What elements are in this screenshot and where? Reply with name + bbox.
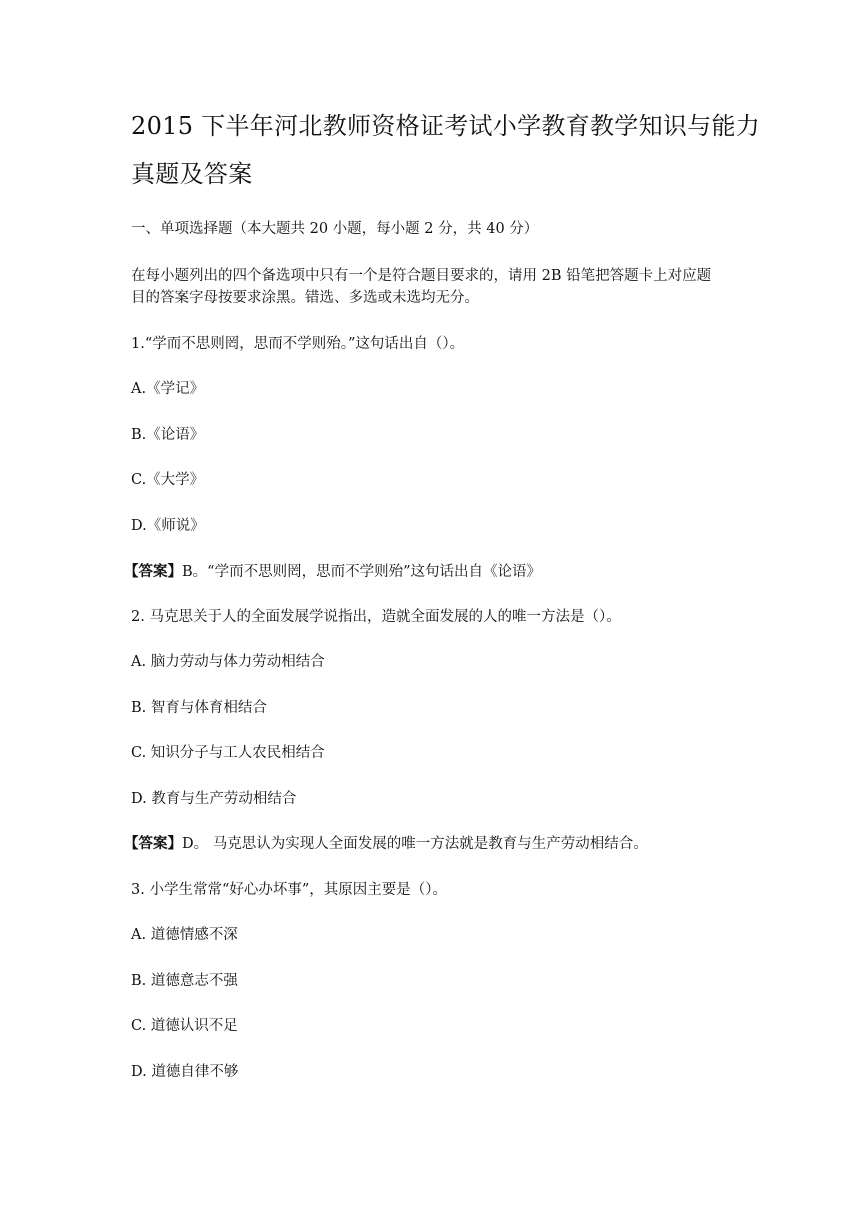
question-2-option-b: B. 智育与体育相结合 [131, 700, 267, 716]
question-3-stem: 3. 小学生常常“好心办坏事”，其原因主要是（）。 [131, 882, 448, 898]
answer-tag: 【答案】 [124, 835, 182, 852]
question-3-option-b: B. 道德意志不强 [131, 973, 238, 989]
question-2-option-c: C. 知识分子与工人农民相结合 [131, 745, 325, 761]
question-2-stem: 2. 马克思关于人的全面发展学说指出，造就全面发展的人的唯一方法是（）。 [131, 609, 621, 625]
document-title-line1: 2015 下半年河北教师资格证考试小学教育教学知识与能力 [131, 112, 761, 140]
document-title-line2: 真题及答案 [131, 160, 253, 188]
question-2-option-d: D. 教育与生产劳动相结合 [131, 791, 297, 807]
instruction-line1: 在每小题列出的四个备选项中只有一个是符合题目要求的，请用 2B 铅笔把答题卡上对应题 [131, 268, 712, 284]
instruction-line2: 目的答案字母按要求涂黑。错选、多选或未选均无分。 [131, 290, 479, 306]
answer-tag: 【答案】 [124, 563, 182, 580]
question-1-option-c: C.《大学》 [131, 472, 205, 488]
answer-text: D。 马克思认为实现人全面发展的唯一方法就是教育与生产劳动相结合。 [182, 836, 648, 852]
question-1-stem: 1.“学而不思则罔，思而不学则殆。”这句话出自（）。 [131, 336, 465, 352]
question-2-option-a: A. 脑力劳动与体力劳动相结合 [131, 654, 325, 670]
section-heading: 一、单项选择题（本大题共 20 小题，每小题 2 分，共 40 分） [131, 221, 539, 237]
question-3-option-a: A. 道德情感不深 [131, 927, 238, 943]
answer-text: B。“学而不思则罔，思而不学则殆”这句话出自《论语》 [182, 564, 541, 580]
question-3-option-c: C. 道德认识不足 [131, 1018, 238, 1034]
question-1-option-b: B.《论语》 [131, 427, 205, 443]
question-1-option-d: D.《师说》 [131, 518, 205, 534]
question-1-option-a: A.《学记》 [131, 381, 205, 397]
question-2-answer [124, 833, 764, 855]
question-1-answer [124, 561, 764, 583]
question-3-option-d: D. 道德自律不够 [131, 1064, 239, 1080]
